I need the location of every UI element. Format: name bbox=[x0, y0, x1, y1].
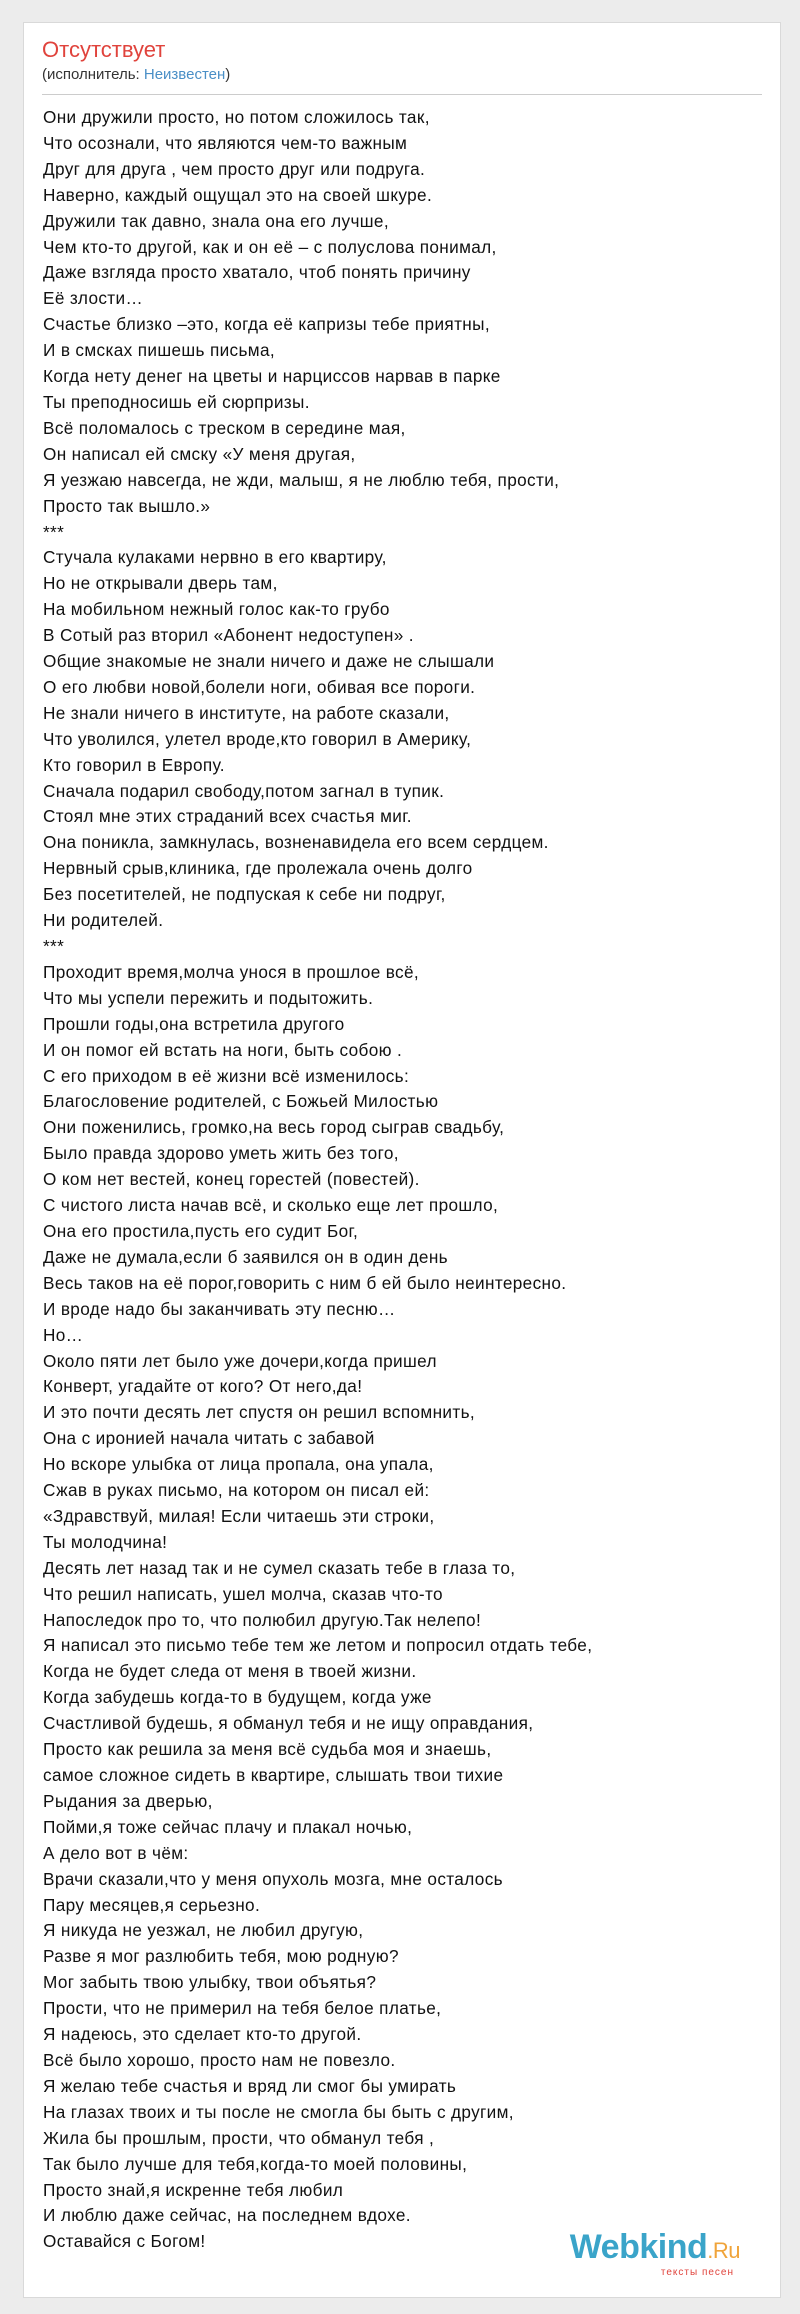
lyric-line: Мог забыть твою улыбку, твои объятья? bbox=[43, 1972, 377, 1993]
lyric-line: И это почти десять лет спустя он решил вспомнить, bbox=[43, 1402, 476, 1423]
lyric-line: Наверно, каждый ощущал это на своей шкуре. bbox=[43, 184, 433, 205]
performer-link[interactable]: Неизвестен bbox=[143, 66, 226, 83]
lyric-line: Пару месяцев,я серьезно. bbox=[43, 1894, 261, 1915]
lyrics-text bbox=[43, 105, 770, 2255]
lyric-line: С чистого листа начав всё, и сколько еще лет прошло, bbox=[43, 1195, 499, 1216]
lyric-line: Сначала подарил свободу,потом загнал в тупик. bbox=[43, 780, 445, 801]
lyric-line: Ты преподносишь ей сюрпризы. bbox=[43, 391, 310, 412]
lyric-line: Так было лучше для тебя,когда-то моей половины, bbox=[43, 2153, 468, 2174]
lyric-line: Она поникла, замкнулась, возненавидела его всем сердцем. bbox=[43, 832, 549, 853]
song-header bbox=[42, 37, 762, 85]
lyric-line: Было правда здорово уметь жить без того, bbox=[43, 1143, 399, 1164]
lyric-line: *** bbox=[43, 936, 65, 956]
lyric-line: Прошли годы,она встретила другого bbox=[43, 1013, 345, 1034]
lyric-line: Нервный срыв,клиника, где пролежала очень долго bbox=[43, 858, 473, 879]
lyric-line: И он помог ей встать на ноги, быть собою . bbox=[43, 1039, 403, 1060]
lyric-line: Что мы успели пережить и подытожить. bbox=[43, 987, 374, 1008]
lyric-line: Что осознали, что являются чем-то важным bbox=[43, 132, 408, 153]
lyric-line: Друг для друга , чем просто друг или подруга. bbox=[43, 158, 426, 179]
lyric-line: Рыдания за дверью, bbox=[43, 1790, 213, 1811]
lyric-line: Я написал это письмо тебе тем же летом и попросил отдать тебе, bbox=[43, 1635, 593, 1656]
logo-main-text: Webkind bbox=[569, 2228, 708, 2266]
lyric-line: О ком нет вестей, конец горестей (повестей). bbox=[43, 1169, 420, 1190]
lyric-line: В Сотый раз вторил «Абонент недоступен» . bbox=[43, 625, 414, 646]
lyric-line: На мобильном нежный голос как-то грубо bbox=[43, 599, 390, 620]
lyric-line: Я никуда не уезжал, не любил другую, bbox=[43, 1920, 364, 1941]
lyric-line: Она с иронией начала читать с забавой bbox=[43, 1428, 375, 1449]
lyric-line: Не знали ничего в институте, на работе сказали, bbox=[43, 702, 450, 723]
lyric-line: Но… bbox=[43, 1324, 84, 1345]
lyric-line: Когда забудешь когда-то в будущем, когда уже bbox=[43, 1687, 432, 1708]
lyric-line: Ты молодчина! bbox=[43, 1531, 168, 1552]
performer-line bbox=[42, 65, 762, 85]
lyric-line: Я желаю тебе счастья и вряд ли смог бы умирать bbox=[43, 2075, 457, 2096]
lyric-line: И в смсках пишешь письма, bbox=[43, 340, 275, 361]
lyric-line: Что решил написать, ушел молча, сказав что-то bbox=[43, 1583, 443, 1604]
lyric-line: О его любви новой,болели ноги, обивая все пороги. bbox=[43, 676, 476, 697]
lyric-line: Весь таков на её порог,говорить с ним б ей было неинтересно. bbox=[43, 1272, 567, 1293]
lyric-line: Около пяти лет было уже дочери,когда пришел bbox=[43, 1350, 437, 1371]
lyric-line: Десять лет назад так и не сумел сказать тебе в глаза то, bbox=[43, 1557, 516, 1578]
lyric-line: Счастливой будешь, я обманул тебя и не ищу оправдания, bbox=[43, 1713, 534, 1734]
lyric-line: Они дружили просто, но потом сложилось так, bbox=[43, 107, 430, 127]
lyric-line: Всё поломалось с треском в середине мая, bbox=[43, 417, 406, 438]
lyric-line: Благословение родителей, с Божьей Милостью bbox=[43, 1091, 439, 1112]
lyric-line: *** bbox=[43, 521, 65, 542]
lyric-line: Её злости… bbox=[43, 288, 144, 309]
lyric-line: Он написал ей смску «У меня другая, bbox=[43, 443, 356, 464]
lyric-line: С его приходом в её жизни всё изменилось: bbox=[43, 1065, 410, 1086]
lyric-line: Сжав в руках письмо, на котором он писал ей: bbox=[43, 1480, 430, 1501]
song-title: Отсутствует bbox=[42, 37, 166, 62]
lyric-line: Я уезжаю навсегда, не жди, малыш, я не люблю тебя, прости, bbox=[43, 469, 560, 490]
lyric-line: А дело вот в чём: bbox=[43, 1842, 189, 1863]
lyric-line: Даже не думала,если б заявился он в один день bbox=[43, 1246, 448, 1267]
lyric-line: Общие знакомые не знали ничего и даже не слышали bbox=[43, 651, 495, 672]
performer-prefix: (исполнитель: bbox=[42, 66, 144, 83]
lyric-line: Конверт, угадайте от кого? От него,да! bbox=[43, 1376, 363, 1397]
lyric-line: Врачи сказали,что у меня опухоль мозга, мне осталось bbox=[43, 1868, 503, 1889]
lyric-line: И вроде надо бы заканчивать эту песню… bbox=[43, 1298, 396, 1319]
lyric-line: Они поженились, громко,на весь город сыграв свадьбу, bbox=[43, 1117, 505, 1138]
lyric-line: Когда не будет следа от меня в твоей жизни. bbox=[43, 1661, 417, 1682]
lyric-line: Она его простила,пусть его судит Бог, bbox=[43, 1220, 359, 1241]
lyric-line: На глазах твоих и ты после не смогла бы быть с другим, bbox=[43, 2101, 514, 2122]
lyric-line: Напоследок про то, что полюбил другую.Так нелепо! bbox=[43, 1609, 482, 1630]
lyric-line: Просто как решила за меня всё судьба моя и знаешь, bbox=[43, 1739, 492, 1760]
lyric-line: Ни родителей. bbox=[43, 910, 164, 931]
lyric-line: Счастье близко –это, когда её капризы тебе приятны, bbox=[43, 314, 490, 335]
header-divider bbox=[42, 94, 762, 95]
lyric-line: Что уволился, улетел вроде,кто говорил в Америку, bbox=[43, 728, 472, 749]
lyric-line: «Здравствуй, милая! Если читаешь эти строки, bbox=[43, 1505, 435, 1526]
lyric-line: Прости, что не примерил на тебя белое платье, bbox=[43, 1998, 442, 2019]
lyrics-card bbox=[23, 22, 781, 2298]
logo-tagline: тексты песен bbox=[660, 2267, 734, 2278]
lyric-line: Жила бы прошлым, прости, что обманул тебя , bbox=[43, 2127, 435, 2148]
lyric-line: Стучала кулаками нервно в его квартиру, bbox=[43, 547, 387, 568]
lyric-line: Когда нету денег на цветы и нарциссов нарвав в парке bbox=[43, 366, 501, 387]
lyric-line: Пойми,я тоже сейчас плачу и плакал ночью, bbox=[43, 1816, 413, 1837]
lyric-line: Просто так вышло.» bbox=[43, 495, 211, 516]
lyric-line: Но не открывали дверь там, bbox=[43, 573, 278, 594]
lyric-line: И люблю даже сейчас, на последнем вдохе. bbox=[43, 2205, 411, 2226]
lyric-line: Всё было хорошо, просто нам не повезло. bbox=[43, 2049, 396, 2070]
lyric-line: Без посетителей, не подпуская к себе ни подруг, bbox=[43, 884, 446, 905]
lyric-line: Я надеюсь, это сделает кто-то другой. bbox=[43, 2024, 362, 2045]
lyric-line: самое сложное сидеть в квартире, слышать твои тихие bbox=[43, 1765, 504, 1785]
lyric-line: Просто знай,я искренне тебя любил bbox=[43, 2179, 344, 2200]
lyric-line: Даже взгляда просто хватало, чтоб понять причину bbox=[43, 262, 471, 283]
site-logo[interactable] bbox=[550, 2229, 740, 2277]
logo-tld-text: .Ru bbox=[707, 2238, 740, 2263]
lyric-line: Стоял мне этих страданий всех счастья миг. bbox=[43, 806, 412, 827]
lyric-line: Но вскоре улыбка от лица пропала, она упала, bbox=[43, 1454, 434, 1475]
lyric-line: Оставайся с Богом! bbox=[43, 2231, 206, 2252]
lyric-line: Чем кто-то другой, как и он её – с полуслова понимал, bbox=[43, 236, 497, 257]
lyric-line: Проходит время,молча унося в прошлое всё, bbox=[43, 961, 419, 982]
performer-suffix: ) bbox=[225, 66, 231, 83]
lyric-line: Кто говорил в Европу. bbox=[43, 754, 225, 775]
lyric-line: Дружили так давно, знала она его лучше, bbox=[43, 210, 389, 231]
lyric-line: Разве я мог разлюбить тебя, мою родную? bbox=[43, 1946, 399, 1967]
